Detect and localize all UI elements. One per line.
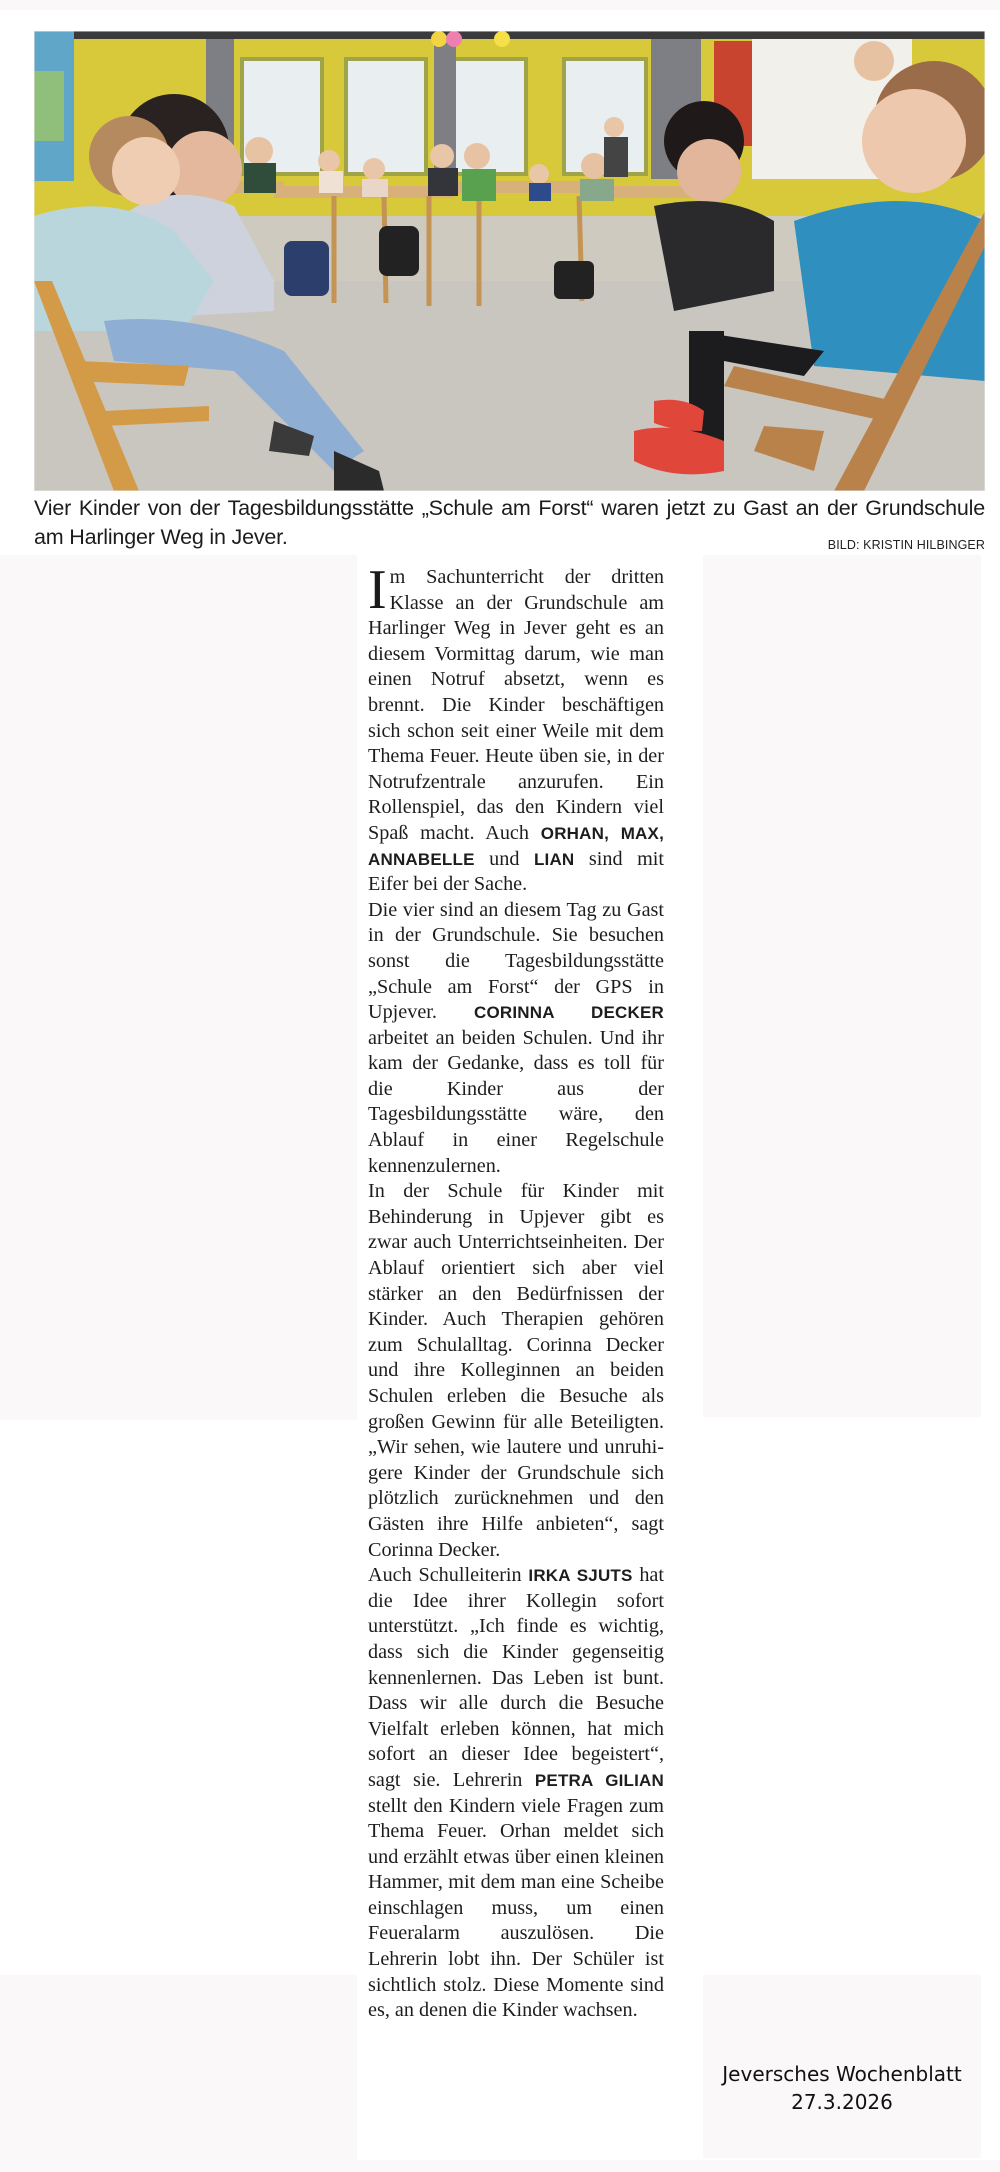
- background-strip: [0, 2160, 1000, 2172]
- publication-name: Jeversches Wochenblatt: [722, 2062, 962, 2086]
- photo-card: [10, 10, 990, 550]
- article-paragraph: [368, 1563, 664, 2024]
- paragraph-text: sind mit Eifer bei der Sache.: [368, 847, 664, 896]
- person-name: LIAN: [533, 849, 575, 869]
- paragraph-text: hat die Idee ihrer Kollegin sofort unterstützt. „Ich finde es wichtig, dass sich die Kinder gegenseitig kennenlernen. Das Leben ist bunt. Dass wir alle durch die Besuche Vielfalt erleben können, hat mich sofort an dieser Idee begeistert“, sagt sie. Lehrerin: [368, 1564, 664, 1791]
- article-paragraph: [368, 898, 664, 1180]
- paragraph-text: Die vier sind an diesem Tag zu Gast in der Grundschule. Sie besuchen sonst die Tagesbildungsstätte „Schule am Forst“ der GPS in Upjever.: [368, 898, 664, 1024]
- paragraph-text: In der Schule für Kinder mit Behinderung in Upjever gibt es zwar auch Unterrichtseinheiten. Der Ablauf orientiert sich aber viel stärker an den Bedürfnissen der Kinder. Auch Therapien gehören zum Schulalltag. Corinna Decker und ihre Kolleginnen an beiden Schulen erleben die Besuche als großen Gewinn für alle Beteiligten. „Wir sehen, wie lautere und unruhigere Kinder der Grundschule sich plötzlich zurücknehmen und den Gästen ihre Hilfe anbieten“, sagt Corinna Decker.: [368, 1180, 664, 1561]
- person-name: IRKA SJUTS: [528, 1566, 633, 1586]
- paragraph-text: und: [474, 847, 534, 870]
- source-info: [703, 2060, 981, 2116]
- article-paragraph: [368, 559, 664, 898]
- article-body: [368, 559, 665, 2024]
- article-paragraphs: [368, 559, 665, 2024]
- classroom-photo-illustration: [34, 31, 985, 491]
- caption-text: Vier Kinder von der Tagesbildungsstätte „Schule am Forst“ waren jetzt zu Gast an der Grundschule am Harlinger Weg in Jever.: [34, 496, 985, 549]
- drop-cap: I: [368, 559, 387, 621]
- publication-date: 27.3.2026: [791, 2090, 893, 2114]
- person-name: ORHAN, MAX, ANNABELLE: [368, 823, 664, 869]
- article-paragraph: [368, 1179, 664, 1563]
- paragraph-text: arbeitet an beiden Schulen. Und ihr kam der Gedanke, dass es toll für die Kinder aus der Tagesbildungsstätte wäre, den Ablauf in einer Regelschule kennenzulernen.: [368, 1026, 664, 1177]
- photo-credit: BILD: KRISTIN HILBINGER: [827, 538, 985, 552]
- background-panel: [0, 555, 357, 1420]
- person-name: PETRA GILIAN: [534, 1770, 665, 1790]
- background-panel: [703, 555, 981, 1417]
- paragraph-text: stellt den Kindern viele Fragen zum Thema Feuer. Orhan meldet sich und erzählt etwas über einen kleinen Hammer, mit dem man eine Scheibe einschlagen muss, um einen Feueralarm auszulösen. Die Lehrerin lobt ihn. Der Schüler ist sichtlich stolz. Diese Momente sind es, an denen die Kinder wachsen.: [368, 1794, 664, 2022]
- paragraph-text: m Sachunterricht der dritten Klasse an der Grundschule am Harlinger Weg in Jever geht es an diesem Vormittag darum, wie man einen Notruf absetzt, wenn es brennt. Die Kinder beschäftigen sich schon seit einer Weile mit dem Thema Feuer. Heute üben sie, in der Notrufzentrale anzurufen. Ein Rollenspiel, das den Kindern viel Spaß macht. Auch: [368, 566, 664, 844]
- person-name: CORINNA DECKER: [474, 1003, 665, 1023]
- paragraph-text: Auch Schulleiterin: [368, 1564, 529, 1587]
- photo-caption: [34, 494, 985, 552]
- background-strip: [0, 0, 1000, 10]
- background-panel: [0, 1975, 357, 2172]
- article-photo: [34, 31, 985, 491]
